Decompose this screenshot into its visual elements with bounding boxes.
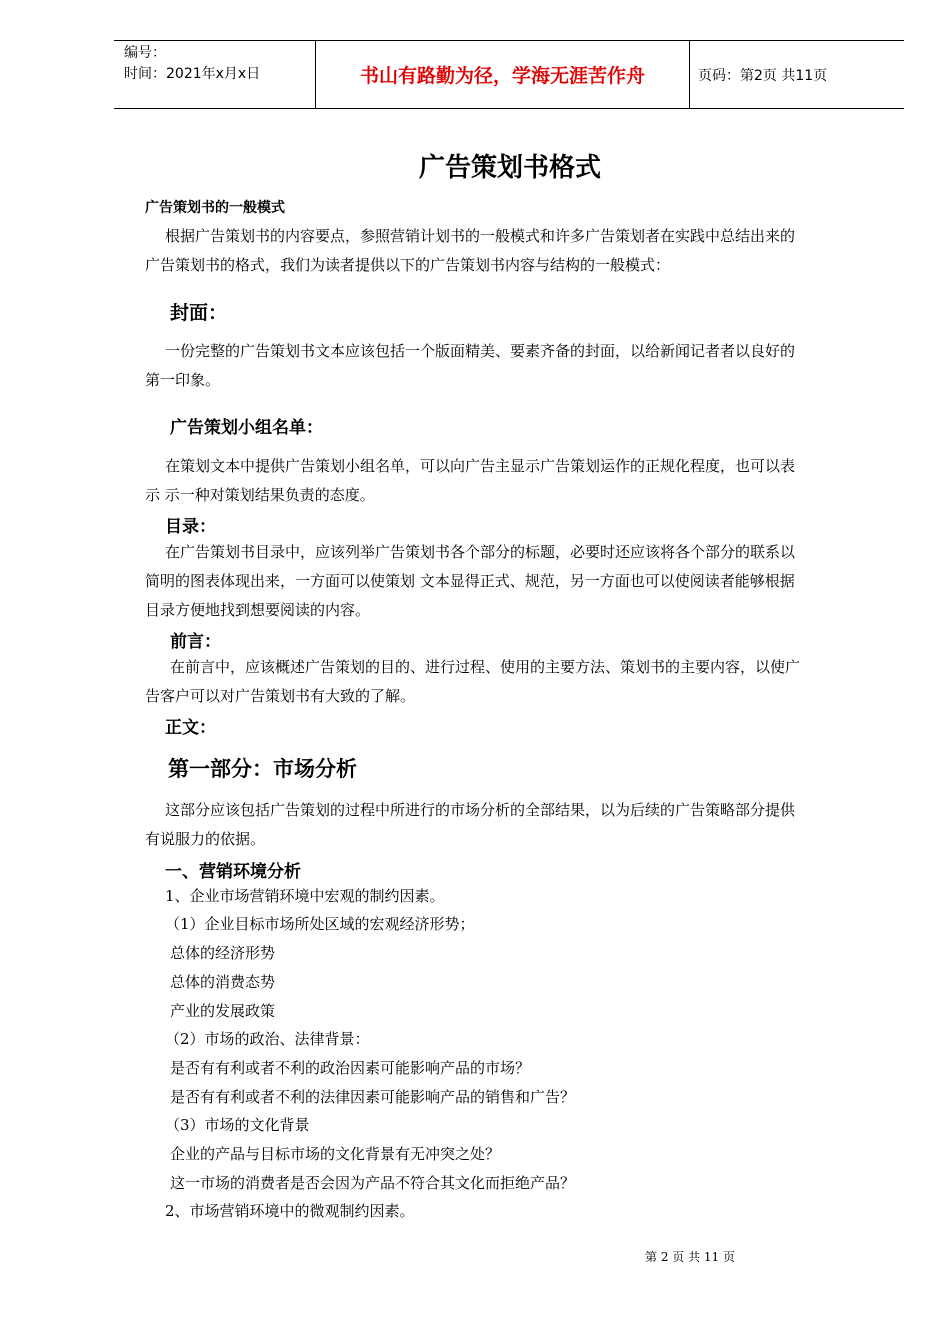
item-2: 2、市场营销环境中的微观制约因素。 bbox=[165, 1202, 415, 1220]
preface-line-2: 告客户可以对广告策划书有大致的了解。 bbox=[145, 687, 416, 705]
item-1-3-a: 企业的产品与目标市场的文化背景有无冲突之处？ bbox=[170, 1145, 501, 1163]
item-1-3-b: 这一市场的消费者是否会因为产品不符合其文化而拒绝产品？ bbox=[170, 1174, 576, 1192]
cover-heading: 封面： bbox=[170, 302, 228, 324]
header-page-info: 页码：第2页 共11页 bbox=[698, 68, 828, 84]
subtitle: 广告策划书的一般模式 bbox=[145, 200, 285, 216]
toc-heading: 目录： bbox=[165, 517, 216, 537]
part1-line-1: 这部分应该包括广告策划的过程中所进行的市场分析的全部结果，以为后续的广告策略部分提供 bbox=[165, 801, 796, 819]
item-1-1-a: 总体的经济形势 bbox=[170, 944, 276, 962]
cover-line-1: 一份完整的广告策划书文本应该包括一个版面精美、要素齐备的封面，以给新闻记者者以良好的 bbox=[165, 342, 796, 360]
document-header bbox=[114, 40, 904, 109]
team-line-1: 在策划文本中提供广告策划小组名单，可以向广告主显示广告策划运作的正规化程度，也可以表 bbox=[165, 457, 796, 475]
time-label: 时间：2021年x月x日 bbox=[124, 66, 261, 82]
item-1-1: （1）企业目标市场所处区域的宏观经济形势； bbox=[165, 915, 475, 933]
part1-heading: 第一部分：市场分析 bbox=[168, 757, 357, 781]
toc-line-3: 目录方便地找到想要阅读的内容。 bbox=[145, 601, 371, 619]
item-1: 1、企业市场营销环境中宏观的制约因素。 bbox=[165, 887, 445, 905]
item-1-2-a: 是否有有利或者不利的政治因素可能影响产品的市场？ bbox=[170, 1059, 531, 1077]
header-divider-right bbox=[689, 41, 690, 108]
item-1-2: （2）市场的政治、法律背景： bbox=[165, 1030, 370, 1048]
item-1-1-c: 产业的发展政策 bbox=[170, 1002, 276, 1020]
intro-line-2: 广告策划书的格式，我们为读者提供以下的广告策划书内容与结构的一般模式： bbox=[145, 256, 671, 274]
team-line-2: 示 示一种对策划结果负责的态度。 bbox=[145, 486, 375, 504]
part1-line-2: 有说服力的依据。 bbox=[145, 830, 266, 848]
page-footer: 第 2 页 共 11 页 bbox=[645, 1250, 735, 1264]
toc-line-2: 简明的图表体现出来，一方面可以使策划 文本显得正式、规范，另一方面也可以使阅读者能够根据 bbox=[145, 572, 795, 590]
toc-line-1: 在广告策划书目录中，应该列举广告策划书各个部分的标题，必要时还应该将各个部分的联系以 bbox=[165, 543, 796, 561]
number-label: 编号： bbox=[124, 45, 166, 61]
cover-line-2: 第一印象。 bbox=[145, 371, 221, 389]
body-heading: 正文： bbox=[165, 718, 216, 738]
team-heading: 广告策划小组名单： bbox=[170, 418, 323, 438]
preface-line-1: 在前言中，应该概述广告策划的目的、进行过程、使用的主要方法、策划书的主要内容，以使广 bbox=[170, 658, 801, 676]
section1-heading: 一、营销环境分析 bbox=[165, 862, 301, 882]
item-1-3: （3）市场的文化背景 bbox=[165, 1116, 310, 1134]
header-meta bbox=[124, 43, 260, 85]
intro-line-1: 根据广告策划书的内容要点，参照营销计划书的一般模式和许多广告策划者在实践中总结出来的 bbox=[165, 227, 796, 245]
item-1-2-b: 是否有有利或者不利的法律因素可能影响产品的销售和广告？ bbox=[170, 1088, 576, 1106]
item-1-1-b: 总体的消费态势 bbox=[170, 973, 276, 991]
header-motto: 书山有路勤为径，学海无涯苦作舟 bbox=[359, 65, 645, 87]
page-title: 广告策划书格式 bbox=[418, 153, 601, 183]
preface-heading: 前言： bbox=[170, 632, 221, 652]
